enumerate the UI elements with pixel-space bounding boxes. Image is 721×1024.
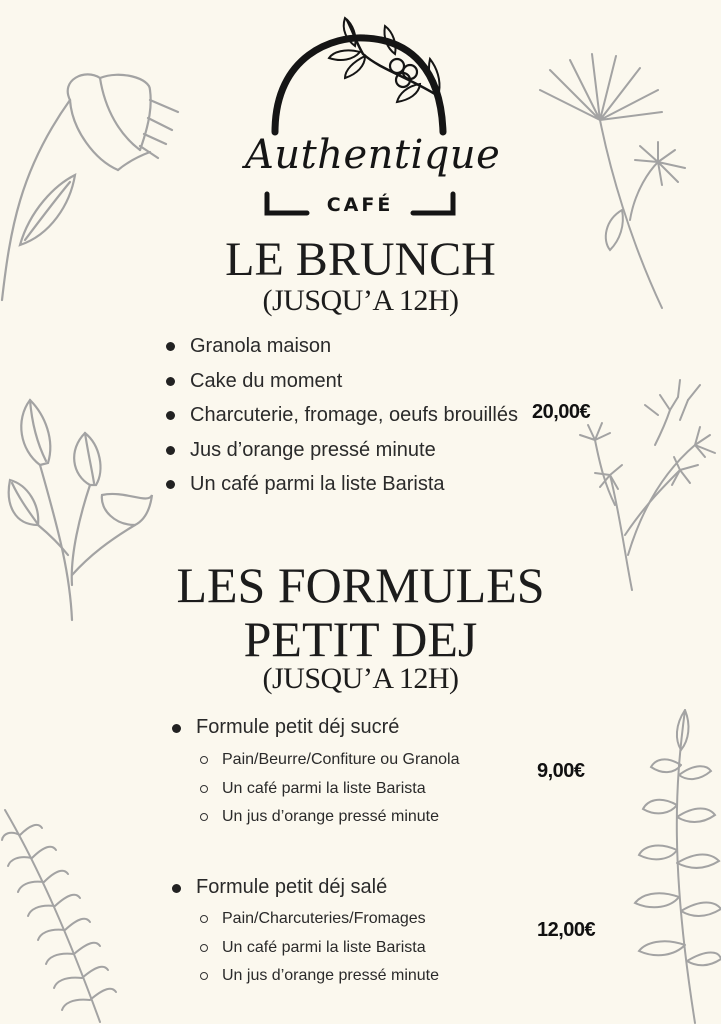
formule-sale-title: Formule petit déj salé [170, 876, 387, 899]
list-item: Un café parmi la liste Barista [166, 467, 518, 502]
fern-illustration-bottom-left [0, 800, 140, 1024]
leaf-branch-illustration-bottom-right [615, 705, 721, 1024]
list-item: Cake du moment [166, 364, 518, 399]
list-item: Granola maison [166, 329, 518, 364]
list-item: Un café parmi la liste Barista [198, 775, 459, 804]
brunch-items-list [166, 329, 518, 502]
list-item: Un jus d’orange pressé minute [198, 803, 459, 832]
formules-title-line1: LES FORMULES [176, 557, 545, 613]
formule-sucre-price: 9,00€ [537, 760, 585, 782]
list-item: Un café parmi la liste Barista [198, 934, 439, 963]
cafe-logo [245, 14, 501, 220]
logo-arch-with-olive-branch [245, 14, 501, 220]
formule-sucre-items-list [198, 746, 459, 832]
list-item: Un jus d’orange pressé minute [198, 962, 439, 991]
brunch-price: 20,00€ [532, 401, 591, 423]
list-item: Pain/Beurre/Confiture ou Granola [198, 746, 459, 775]
list-item: Jus d’orange pressé minute [166, 433, 518, 468]
brunch-subtitle: (JUSQU’A 12H) [262, 284, 459, 317]
list-item: Charcuterie, fromage, oeufs brouillés [166, 398, 518, 433]
formules-subtitle: (JUSQU’A 12H) [262, 662, 459, 695]
formule-sucre-title: Formule petit déj sucré [170, 716, 399, 739]
formules-title-line2: PETIT DEJ [243, 611, 478, 667]
formule-sale-items-list [198, 905, 439, 991]
formule-sale-price: 12,00€ [537, 919, 596, 941]
logo-subtitle: CAFÉ [326, 194, 394, 216]
brunch-title: LE BRUNCH [225, 233, 496, 286]
list-item: Pain/Charcuteries/Fromages [198, 905, 439, 934]
logo-script-name: Authentique [245, 132, 501, 178]
